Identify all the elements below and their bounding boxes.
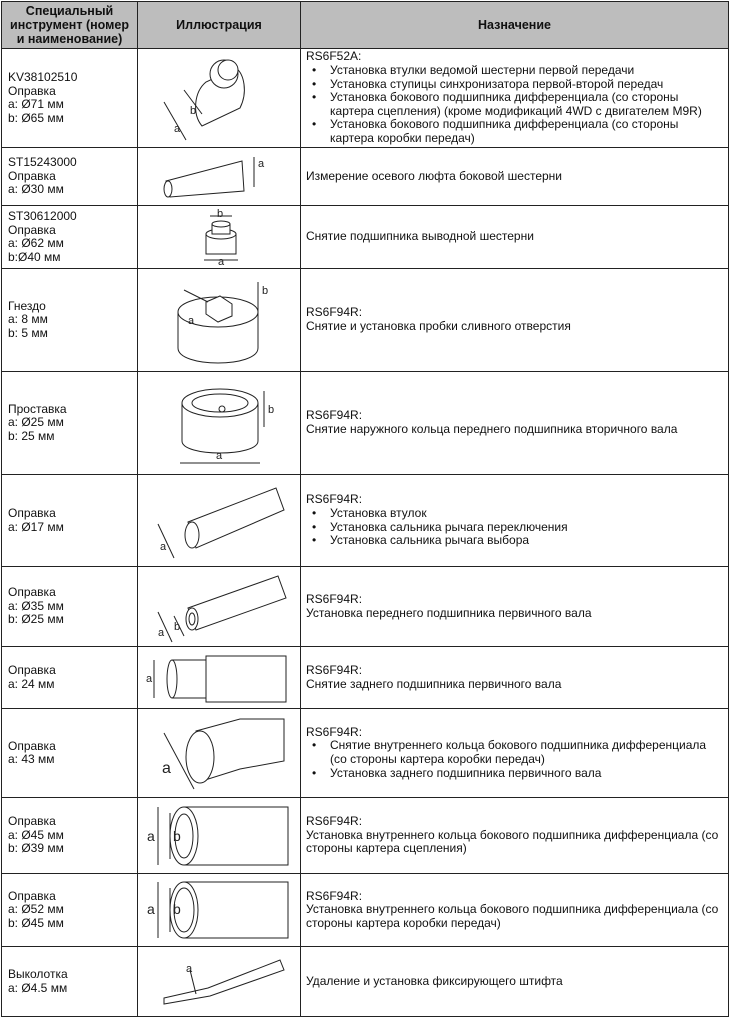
illustration-cell xyxy=(138,567,301,647)
dimension-label: a xyxy=(147,901,155,917)
dimension-label: b xyxy=(217,208,224,220)
tool-cell xyxy=(2,206,138,269)
drift-illustration xyxy=(144,801,294,871)
purpose-cell xyxy=(301,269,729,372)
dimension-label: a xyxy=(174,123,181,135)
tool-line: a: Ø62 мм xyxy=(8,236,64,250)
purpose-line: Установка внутреннего кольца бокового подшипника дифференциала (со стороны картера сцепления) xyxy=(306,827,719,856)
tool-line: ST15243000 xyxy=(8,155,77,170)
tool-line: ST30612000 xyxy=(8,209,77,223)
table-row xyxy=(2,647,729,709)
tool-line: KV38102510 xyxy=(8,70,78,84)
purpose-line: Установка переднего подшипника первичного вала xyxy=(306,605,592,620)
dimension-label: a xyxy=(258,157,265,170)
purpose-line: RS6F94R: xyxy=(306,305,363,320)
purpose-line: Снятие наружного кольца переднего подшипника вторичного вала xyxy=(306,422,678,436)
illustration-cell xyxy=(138,798,301,874)
table-row xyxy=(2,798,729,874)
dimension-label: b xyxy=(173,827,181,844)
purpose-line: Удаление и установка фиксирующего штифта xyxy=(306,973,563,988)
table-row xyxy=(2,475,729,567)
purpose-line: RS6F94R: xyxy=(306,814,363,829)
tool-cell xyxy=(2,798,138,874)
tool-line: a: Ø25 мм xyxy=(8,415,64,430)
purpose-line: RS6F94R: xyxy=(306,591,363,606)
dimension-label: a xyxy=(216,450,223,462)
purpose-cell xyxy=(301,798,729,874)
purpose-line: Снятие подшипника выводной шестерни xyxy=(306,229,534,244)
tool-line: b: 5 мм xyxy=(8,325,48,340)
dimension-label: a xyxy=(188,315,195,327)
tool-cell xyxy=(2,874,138,947)
header-illustration: Иллюстрация xyxy=(138,2,301,49)
dimension-label: a xyxy=(160,540,167,553)
drift-illustration xyxy=(144,650,294,706)
tool-cell xyxy=(2,567,138,647)
special-tools-table xyxy=(1,1,729,1017)
purpose-line: Снятие заднего подшипника первичного вала xyxy=(306,676,562,691)
purpose-line: RS6F94R: xyxy=(306,492,363,507)
tool-line: Гнездо xyxy=(8,298,46,313)
table-row xyxy=(2,269,729,372)
purpose-line: RS6F94R: xyxy=(306,724,363,739)
tool-line: a: Ø45 мм xyxy=(8,827,64,842)
header-tool xyxy=(2,2,138,49)
purpose-line: Снятие и установка пробки сливного отверстия xyxy=(306,319,571,333)
dimension-label: b xyxy=(173,901,181,917)
purpose-cell xyxy=(301,148,729,206)
tool-cell xyxy=(2,269,138,372)
table-row xyxy=(2,947,729,1017)
table-row xyxy=(2,709,729,798)
tool-line: Оправка xyxy=(8,168,56,183)
header-tool-line: Специальный xyxy=(25,4,114,18)
table-row xyxy=(2,148,729,206)
purpose-bullet: • Установка сальника рычага переключения xyxy=(306,521,724,535)
tool-cell xyxy=(2,475,138,567)
purpose-cell xyxy=(301,49,729,148)
tool-line: a: Ø52 мм xyxy=(8,902,64,917)
dimension-label: a xyxy=(147,827,155,844)
dimension-label: b xyxy=(174,620,181,633)
purpose-line: Измерение осевого люфта боковой шестерни xyxy=(306,168,562,183)
purpose-bullet: • Установка бокового подшипника дифференциала (со стороны картера сцепления) (кроме модификаций 4WD с двигателем M9R) xyxy=(306,91,724,118)
tool-cell xyxy=(2,947,138,1017)
tool-line: Проставка xyxy=(8,401,67,416)
dimension-label: b xyxy=(190,105,197,117)
tool-line: b: Ø45 мм xyxy=(8,915,64,930)
tool-line: Оправка xyxy=(8,585,56,600)
purpose-bullet: • Установка бокового подшипника дифференциала (со стороны картера коробки передач) xyxy=(306,118,724,145)
pin-punch-illustration xyxy=(144,950,294,1014)
tool-line: Выколотка xyxy=(8,967,68,981)
dimension-label: b xyxy=(262,285,269,297)
tool-cell xyxy=(2,372,138,475)
table-row xyxy=(2,874,729,947)
dimension-label: b xyxy=(268,404,275,416)
illustration-cell xyxy=(138,475,301,567)
spacer-illustration xyxy=(144,375,294,471)
tool-line: b:Ø40 мм xyxy=(8,249,61,264)
table-row xyxy=(2,206,729,269)
rod-illustration xyxy=(144,151,294,203)
illustration-cell xyxy=(138,947,301,1017)
illustration-cell xyxy=(138,49,301,148)
dimension-label: a xyxy=(186,962,193,975)
purpose-line: RS6F94R: xyxy=(306,662,363,677)
drift-illustration xyxy=(144,208,294,266)
purpose-cell xyxy=(301,206,729,269)
tool-cell xyxy=(2,49,138,148)
purpose-cell xyxy=(301,475,729,567)
dimension-label: a xyxy=(158,626,165,639)
purpose-bullet: • Установка заднего подшипника первичного вала xyxy=(306,767,724,781)
tool-line: a: 43 мм xyxy=(8,752,55,766)
tool-line: a: Ø4.5 мм xyxy=(8,980,68,995)
purpose-bullet: • Снятие внутреннего кольца бокового подшипника дифференциала (со стороны картера коробки передач) xyxy=(306,739,724,766)
table-row xyxy=(2,567,729,647)
purpose-line: Установка внутреннего кольца бокового подшипника дифференциала (со стороны картера коробки передач) xyxy=(306,902,719,930)
purpose-cell xyxy=(301,647,729,709)
purpose-cell xyxy=(301,567,729,647)
table-row xyxy=(2,49,729,148)
tool-line: b: 25 мм xyxy=(8,428,55,443)
tool-line: b: Ø65 мм xyxy=(8,110,64,125)
tool-line: b: Ø25 мм xyxy=(8,612,64,627)
dimension-label: a xyxy=(146,672,153,685)
tool-line: Оправка xyxy=(8,888,56,903)
tool-line: a: Ø17 мм xyxy=(8,519,64,534)
purpose-cell xyxy=(301,947,729,1017)
purpose-bullet: • Установка сальника рычага выбора xyxy=(306,534,724,548)
drift-illustration xyxy=(144,711,294,795)
socket-illustration xyxy=(144,272,294,368)
purpose-cell xyxy=(301,709,729,798)
illustration-cell xyxy=(138,647,301,709)
purpose-bullet: • Установка ступицы синхронизатора первой-второй передач xyxy=(306,78,724,92)
tool-line: a: Ø30 мм xyxy=(8,182,64,197)
tool-cell xyxy=(2,148,138,206)
purpose-bullet: • Установка втулки ведомой шестерни первой передачи xyxy=(306,64,724,78)
drift-illustration xyxy=(144,570,294,644)
tool-line: b: Ø39 мм xyxy=(8,841,64,856)
purpose-line: RS6F94R: xyxy=(306,408,363,423)
drift-illustration xyxy=(144,876,294,944)
illustration-cell xyxy=(138,372,301,475)
tool-line: a: Ø35 мм xyxy=(8,598,64,613)
illustration-cell xyxy=(138,709,301,798)
purpose-cell xyxy=(301,874,729,947)
tool-line: Оправка xyxy=(8,222,56,237)
table-row xyxy=(2,372,729,475)
illustration-cell xyxy=(138,206,301,269)
tool-cell xyxy=(2,647,138,709)
dimension-label: a xyxy=(162,760,171,777)
header-purpose: Назначение xyxy=(301,2,729,49)
illustration-cell xyxy=(138,874,301,947)
purpose-bullet: • Установка втулок xyxy=(306,507,724,521)
tool-line: a: 8 мм xyxy=(8,312,48,327)
header-row xyxy=(2,2,729,49)
tool-line: Оправка xyxy=(8,83,56,98)
tool-line: a: 24 мм xyxy=(8,676,55,691)
illustration-cell xyxy=(138,269,301,372)
drift-illustration xyxy=(144,478,294,564)
tool-line: a: Ø71 мм xyxy=(8,97,64,111)
tool-line: Оправка xyxy=(8,814,56,829)
dimension-label: a xyxy=(218,256,225,266)
purpose-line: RS6F94R: xyxy=(306,888,363,903)
drift-illustration xyxy=(144,52,294,144)
header-tool-line: инструмент (номер xyxy=(10,18,129,32)
tool-cell xyxy=(2,709,138,798)
tool-line: Оправка xyxy=(8,663,56,677)
tool-line: Оправка xyxy=(8,506,56,520)
tool-line: Оправка xyxy=(8,738,56,753)
purpose-line: RS6F52A: xyxy=(306,49,362,64)
purpose-cell xyxy=(301,372,729,475)
illustration-cell xyxy=(138,148,301,206)
header-tool-line: и наименование) xyxy=(16,32,123,46)
